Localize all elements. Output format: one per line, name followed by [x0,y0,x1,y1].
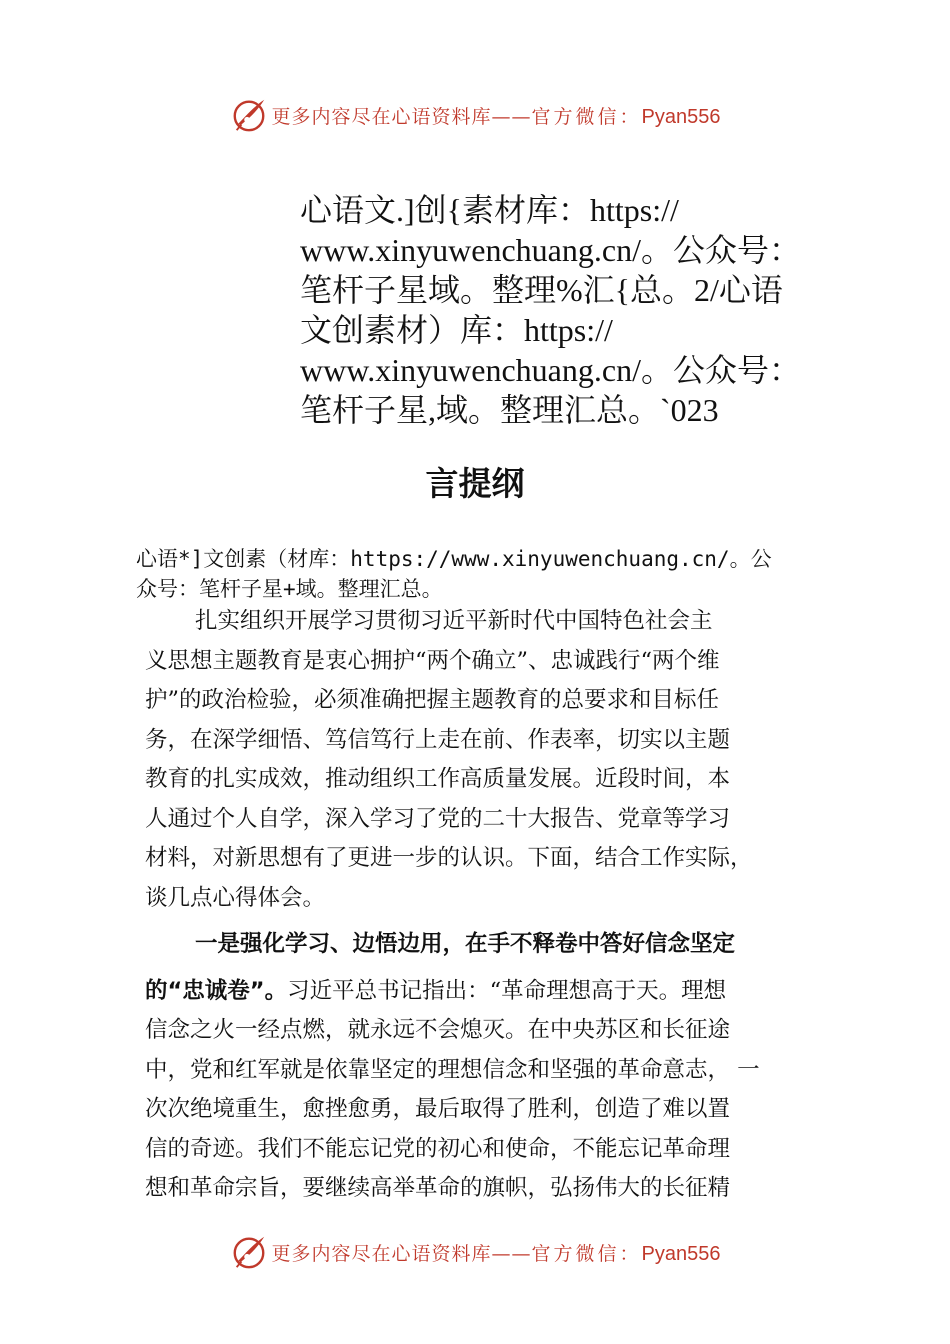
source-note-line: 众号：笔杆子星+域。整理汇总。 [136,577,443,601]
document-body [145,602,825,1209]
paragraph-line: 信念之火一经点燃，就永远不会熄灭。在中央苏区和长征途 [145,1017,731,1043]
document-title: 言提纲 [425,464,525,503]
paragraph-line: 人通过个人自学，深入学习了党的二十大报告、党章等学习 [145,805,731,832]
source-note-line: 心语*]文创素（材库：https://www.xinyuwenchuang.cn/。公 [136,547,772,571]
header-line: 笔杆子星域。整理%汇{总。2/心语 [300,272,783,308]
paragraph-line: 次次绝境重生，愈挫愈勇，最后取得了胜利，创造了难以置 [145,1096,731,1122]
header-line: www.xinyuwenchuang.cn/。公众号： [300,232,801,268]
paragraph-line: 务，在深学细悟、笃信笃行上走在前、作表率，切实以主题 [145,726,731,753]
paragraph-line: 想和革命宗旨，要继续高举革命的旗帜，弘扬伟大的长征精 [145,1175,731,1201]
watermark-text-top: 更多内容尽在心语资料库——官方微信：Pyan556 [271,105,721,128]
header-line: 文创素材）库：https:// [300,312,613,348]
header-line: 笔杆子星,域。整理汇总。`023 [300,392,719,428]
section-first-line [145,972,825,1012]
paragraph-line: 教育的扎实成效，推动组织工作高质量发展。近段时间，本 [145,766,731,792]
quill-pen-logo-icon [230,96,268,134]
paragraph-line: 材料，对新思想有了更进一步的认识。下面，结合工作实际， [145,845,753,871]
watermark-text-bottom: 更多内容尽在心语资料库——官方微信：Pyan556 [271,1242,721,1265]
watermark-banner-top [0,95,950,135]
section-heading: 一是强化学习、边悟边用，在手不释卷中答好信念坚定 [195,931,736,957]
paragraph-line: 扎实组织开展学习贯彻习近平新时代中国特色社会主 [195,608,713,634]
section-text: 习近平总书记指出：“革命理想高于天。理想 [287,977,727,1004]
section-heading-end: 的“忠诚卷”。 [145,977,288,1004]
paragraph-line: 信的奇迹。我们不能忘记党的初心和使命，不能忘记革命理 [145,1135,731,1162]
header-source-block [300,190,840,430]
quill-pen-logo-icon [230,1233,268,1271]
paragraph-line: 中，党和红军就是依靠坚定的理想信念和坚强的革命意志， 一 [145,1056,760,1083]
header-line: www.xinyuwenchuang.cn/。公众号： [300,352,801,388]
paragraph-line: 护”的政治检验，必须准确把握主题教育的总要求和目标任 [145,687,720,713]
watermark-banner-bottom [0,1232,950,1272]
paragraph-line: 谈几点心得体会。 [145,884,326,911]
paragraph-line: 义思想主题教育是衷心拥护“两个确立”、忠诚践行“两个维 [145,647,720,674]
header-line: 心语文.]创{素材库：https:// [300,192,679,228]
source-note [136,544,836,604]
